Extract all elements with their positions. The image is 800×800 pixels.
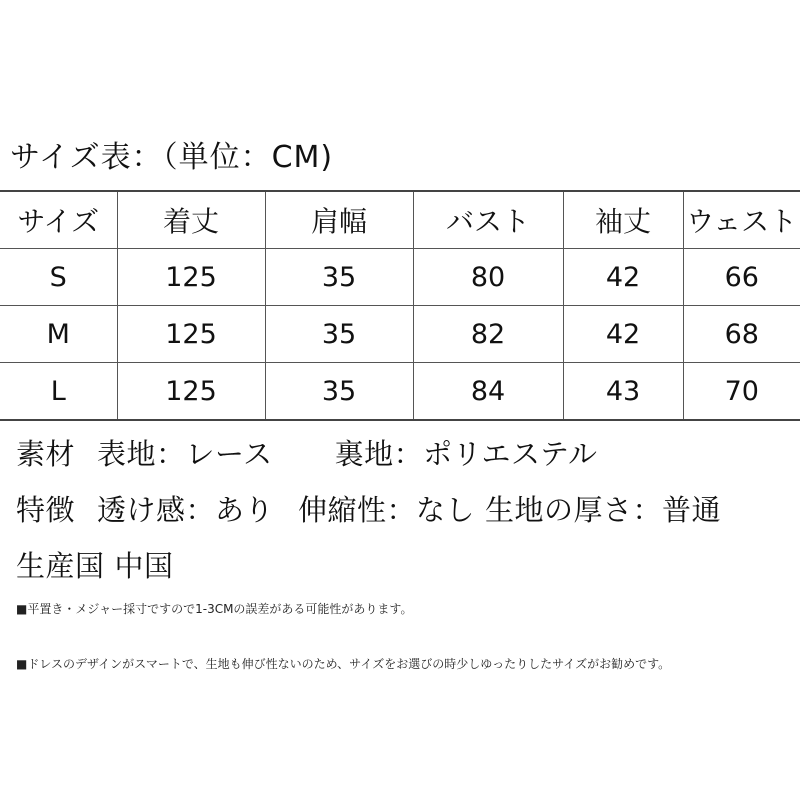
table-cell: M <box>0 306 117 363</box>
features-label: 特徴 <box>16 493 76 527</box>
table-cell: 70 <box>683 363 800 421</box>
table-cell: 68 <box>683 306 800 363</box>
header-size: サイズ <box>0 191 117 249</box>
table-cell: L <box>0 363 117 421</box>
header-sleeve: 袖丈 <box>563 191 683 249</box>
table-cell: 42 <box>563 249 683 306</box>
material-line <box>16 432 597 473</box>
page-title: サイズ表：（単位：CM) <box>10 140 334 175</box>
table-cell: 42 <box>563 306 683 363</box>
table-cell: S <box>0 249 117 306</box>
header-length: 着丈 <box>117 191 265 249</box>
table-cell: 125 <box>117 363 265 421</box>
note-size-advice: ■ドレスのデザインがスマートで、生地も伸び性ないのため、サイズをお選びの時少しゆったりしたサイズがお勧めです。 <box>16 657 671 671</box>
table-cell: 84 <box>413 363 563 421</box>
origin-value: 中国 <box>114 549 174 583</box>
header-shoulder: 肩幅 <box>265 191 413 249</box>
table-row <box>0 249 800 306</box>
table-cell: 43 <box>563 363 683 421</box>
table-cell: 35 <box>265 249 413 306</box>
size-table <box>0 190 800 421</box>
table-cell: 80 <box>413 249 563 306</box>
table-header-row <box>0 191 800 249</box>
origin-label: 生産国 <box>16 549 105 583</box>
table-cell: 82 <box>413 306 563 363</box>
table-row <box>0 306 800 363</box>
header-waist: ウェスト <box>683 191 800 249</box>
material-outer: 表地：レース <box>97 437 273 471</box>
table-cell: 35 <box>265 306 413 363</box>
table-cell: 125 <box>117 306 265 363</box>
material-label: 素材 <box>16 437 76 471</box>
table-cell: 66 <box>683 249 800 306</box>
features-line <box>16 488 721 529</box>
note-measurement: ■平置き・メジャー採寸ですので1-3CMの誤差がある可能性があります。 <box>16 602 413 616</box>
table-cell: 35 <box>265 363 413 421</box>
table-row <box>0 363 800 421</box>
feature-stretch: 伸縮性：なし <box>298 493 476 527</box>
material-lining: 裏地：ポリエステル <box>334 437 598 471</box>
table-cell: 125 <box>117 249 265 306</box>
origin-line <box>16 544 174 585</box>
feature-transparency: 透け感：あり <box>97 493 275 527</box>
feature-thickness: 生地の厚さ：普通 <box>485 493 722 527</box>
header-bust: バスト <box>413 191 563 249</box>
